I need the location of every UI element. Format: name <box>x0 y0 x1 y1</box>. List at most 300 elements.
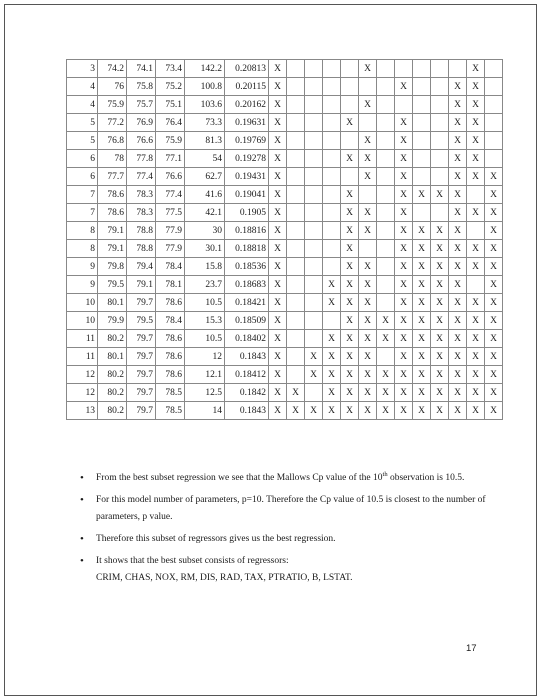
regressor-cell <box>413 168 431 186</box>
regressor-cell: X <box>485 276 503 294</box>
regressor-cell: X <box>269 348 287 366</box>
regressor-cell: X <box>449 96 467 114</box>
regressor-cell <box>485 78 503 96</box>
regressor-cell: X <box>431 276 449 294</box>
table-cell: 78.1 <box>156 276 185 294</box>
regressor-cell <box>287 60 305 78</box>
table-cell: 13 <box>67 402 98 420</box>
regressor-cell <box>287 240 305 258</box>
regressor-cell: X <box>341 114 359 132</box>
bullet-parameters: • For this model number of parameters, p=10. Therefore the Cp value of 10.5 is closest to the number of parameters, p value. <box>80 492 490 526</box>
table-cell: 79.7 <box>127 402 156 420</box>
regressor-cell <box>287 348 305 366</box>
regressor-cell <box>287 150 305 168</box>
regressor-cell: X <box>395 312 413 330</box>
regressor-cell: X <box>377 402 395 420</box>
regressor-cell: X <box>467 60 485 78</box>
regressor-cell: X <box>449 114 467 132</box>
table-cell: 77.4 <box>156 186 185 204</box>
table-cell: 0.1905 <box>225 204 269 222</box>
regressor-cell: X <box>341 294 359 312</box>
table-cell: 79.5 <box>98 276 127 294</box>
table-row <box>67 294 503 312</box>
regressor-cell: X <box>341 276 359 294</box>
regressor-cell: X <box>431 222 449 240</box>
regressor-cell: X <box>269 330 287 348</box>
table-cell: 8 <box>67 240 98 258</box>
table-cell: 74.1 <box>127 60 156 78</box>
regressor-cell: X <box>341 204 359 222</box>
regressor-cell: X <box>305 366 323 384</box>
regressor-cell: X <box>341 384 359 402</box>
table-cell: 5 <box>67 132 98 150</box>
regressor-cell <box>359 240 377 258</box>
page-number: 17 <box>466 643 477 654</box>
regressor-cell: X <box>359 348 377 366</box>
table-cell: 0.18683 <box>225 276 269 294</box>
regressor-cell: X <box>413 240 431 258</box>
regressor-cell: X <box>467 78 485 96</box>
regressor-cell: X <box>377 312 395 330</box>
table-cell: 80.2 <box>98 366 127 384</box>
regressor-cell: X <box>431 186 449 204</box>
regressor-cell <box>341 168 359 186</box>
regressor-cell <box>287 132 305 150</box>
table-cell: 62.7 <box>185 168 225 186</box>
regressor-cell: X <box>485 294 503 312</box>
table-cell: 9 <box>67 276 98 294</box>
regressor-cell: X <box>395 258 413 276</box>
table-cell: 80.2 <box>98 330 127 348</box>
table-cell: 77.4 <box>127 168 156 186</box>
table-cell: 0.18509 <box>225 312 269 330</box>
table-row <box>67 312 503 330</box>
regressor-cell: X <box>359 312 377 330</box>
table-cell: 76.4 <box>156 114 185 132</box>
regressor-cell: X <box>341 150 359 168</box>
regressor-cell: X <box>467 96 485 114</box>
regressor-cell: X <box>323 294 341 312</box>
regressor-cell <box>431 132 449 150</box>
regressor-cell <box>431 96 449 114</box>
regressor-cell: X <box>341 186 359 204</box>
regressor-cell <box>323 60 341 78</box>
regressor-cell: X <box>413 402 431 420</box>
regressor-cell: X <box>431 348 449 366</box>
regressor-cell: X <box>449 402 467 420</box>
regressor-cell: X <box>413 366 431 384</box>
regressor-cell <box>323 312 341 330</box>
regressor-cell: X <box>485 384 503 402</box>
regressor-cell <box>377 294 395 312</box>
regressor-cell: X <box>341 222 359 240</box>
regressor-cell: X <box>431 294 449 312</box>
table-cell: 0.19631 <box>225 114 269 132</box>
table-cell: 78.3 <box>127 186 156 204</box>
regressor-cell <box>359 78 377 96</box>
regressor-cell: X <box>341 366 359 384</box>
table-cell: 0.20162 <box>225 96 269 114</box>
regressor-cell: X <box>395 222 413 240</box>
table-row <box>67 366 503 384</box>
table-cell: 10.5 <box>185 294 225 312</box>
table-cell: 75.9 <box>98 96 127 114</box>
regressor-cell: X <box>413 384 431 402</box>
regressor-cell <box>377 60 395 78</box>
bullet-best-regression: • Therefore this subset of regressors gives us the best regression. <box>80 531 490 548</box>
regressor-cell: X <box>413 312 431 330</box>
regressor-cell <box>431 204 449 222</box>
regressor-cell: X <box>395 402 413 420</box>
table-row <box>67 222 503 240</box>
table-cell: 79.1 <box>127 276 156 294</box>
table-cell: 3 <box>67 60 98 78</box>
table-cell: 0.20115 <box>225 78 269 96</box>
regressor-cell <box>413 60 431 78</box>
table-cell: 78.6 <box>156 348 185 366</box>
regressor-cell: X <box>269 96 287 114</box>
regressor-cell <box>467 222 485 240</box>
regressor-cell <box>305 312 323 330</box>
table-cell: 9 <box>67 258 98 276</box>
regressor-cell <box>305 168 323 186</box>
regressor-cell: X <box>359 168 377 186</box>
regressor-cell: X <box>269 276 287 294</box>
regressor-cell <box>305 294 323 312</box>
regressor-cell: X <box>467 240 485 258</box>
regressor-cell: X <box>323 330 341 348</box>
table-row <box>67 168 503 186</box>
regressor-cell <box>323 204 341 222</box>
table-cell: 79.7 <box>127 294 156 312</box>
bullet-mallows-cp: • From the best subset regression we see that the Mallows Cp value of the 10th observation is 10.5. <box>80 470 490 487</box>
regressor-cell <box>305 222 323 240</box>
table-cell: 80.2 <box>98 402 127 420</box>
table-cell: 73.3 <box>185 114 225 132</box>
regressor-cell: X <box>467 258 485 276</box>
regressor-cell: X <box>395 114 413 132</box>
regressor-cell <box>377 168 395 186</box>
table-cell: 79.8 <box>98 258 127 276</box>
regressor-cell <box>341 60 359 78</box>
regressor-cell <box>287 366 305 384</box>
regressor-cell: X <box>431 330 449 348</box>
regressor-cell <box>287 186 305 204</box>
regressor-cell <box>485 150 503 168</box>
regressor-cell <box>377 96 395 114</box>
regressor-cell <box>323 96 341 114</box>
regressor-cell <box>287 204 305 222</box>
table-cell: 0.18402 <box>225 330 269 348</box>
regressor-cell <box>377 240 395 258</box>
regressor-cell: X <box>341 312 359 330</box>
regressor-cell <box>377 204 395 222</box>
table-row <box>67 150 503 168</box>
regressor-cell: X <box>449 186 467 204</box>
regressor-cell: X <box>305 402 323 420</box>
table-cell: 78.5 <box>156 402 185 420</box>
regressor-cell <box>305 204 323 222</box>
regressor-cell <box>323 240 341 258</box>
regressor-cell <box>341 78 359 96</box>
table-cell: 77.1 <box>156 150 185 168</box>
table-cell: 80.1 <box>98 294 127 312</box>
regressor-cell <box>287 312 305 330</box>
regressor-cell: X <box>359 384 377 402</box>
regressor-cell <box>395 96 413 114</box>
regressor-cell: X <box>395 240 413 258</box>
regressor-cell <box>305 78 323 96</box>
table-row <box>67 402 503 420</box>
regressor-cell <box>287 258 305 276</box>
regressor-cell: X <box>485 258 503 276</box>
regressor-cell <box>377 222 395 240</box>
table-row <box>67 240 503 258</box>
table-cell: 30.1 <box>185 240 225 258</box>
regressor-cell <box>341 132 359 150</box>
regressor-cell <box>485 114 503 132</box>
table-cell: 76.8 <box>98 132 127 150</box>
regressor-cell: X <box>359 132 377 150</box>
regressor-cell: X <box>485 168 503 186</box>
regressor-cell: X <box>413 222 431 240</box>
table-cell: 41.6 <box>185 186 225 204</box>
regressor-cell <box>413 132 431 150</box>
table-cell: 78.6 <box>98 204 127 222</box>
regressor-cell: X <box>395 348 413 366</box>
table-body <box>67 60 503 420</box>
regressor-cell: X <box>341 348 359 366</box>
table-cell: 77.2 <box>98 114 127 132</box>
table-cell: 42.1 <box>185 204 225 222</box>
regressor-cell: X <box>467 384 485 402</box>
regressor-cell: X <box>413 258 431 276</box>
regressor-cell: X <box>413 330 431 348</box>
regressor-cell: X <box>467 168 485 186</box>
regressor-cell: X <box>395 168 413 186</box>
table-cell: 11 <box>67 348 98 366</box>
regressor-cell <box>431 114 449 132</box>
regressor-cell: X <box>431 402 449 420</box>
regressor-cell <box>413 114 431 132</box>
regressor-cell: X <box>485 348 503 366</box>
regressor-cell: X <box>449 78 467 96</box>
regressor-cell: X <box>323 276 341 294</box>
table-cell: 0.19041 <box>225 186 269 204</box>
regressor-cell: X <box>449 240 467 258</box>
regressor-cell: X <box>431 312 449 330</box>
table-cell: 79.7 <box>127 366 156 384</box>
table-cell: 0.18536 <box>225 258 269 276</box>
table-cell: 80.2 <box>98 384 127 402</box>
regressor-cell: X <box>449 276 467 294</box>
table-cell: 10.5 <box>185 330 225 348</box>
regressor-cell <box>305 150 323 168</box>
table-cell: 76 <box>98 78 127 96</box>
table-cell: 10 <box>67 294 98 312</box>
table-cell: 78.4 <box>156 258 185 276</box>
regressor-cell: X <box>287 402 305 420</box>
regressor-cell: X <box>449 366 467 384</box>
regressor-cell: X <box>467 150 485 168</box>
table-cell: 14 <box>185 402 225 420</box>
regressor-cell: X <box>485 186 503 204</box>
regressor-cell: X <box>449 258 467 276</box>
findings-list <box>80 470 490 592</box>
regressor-cell <box>413 150 431 168</box>
regressor-cell: X <box>359 330 377 348</box>
regressor-cell <box>485 60 503 78</box>
table-cell: 30 <box>185 222 225 240</box>
regressor-cell: X <box>269 294 287 312</box>
table-cell: 0.19769 <box>225 132 269 150</box>
regressor-cell <box>431 78 449 96</box>
regressor-cell <box>485 132 503 150</box>
regressor-cell: X <box>449 168 467 186</box>
regressor-cell: X <box>449 150 467 168</box>
table-cell: 79.1 <box>98 240 127 258</box>
table-cell: 100.8 <box>185 78 225 96</box>
regressor-cell: X <box>359 222 377 240</box>
regressor-cell: X <box>467 132 485 150</box>
regressor-cell: X <box>431 240 449 258</box>
table-cell: 6 <box>67 168 98 186</box>
regressor-cell: X <box>341 402 359 420</box>
table-cell: 0.18421 <box>225 294 269 312</box>
table-cell: 12 <box>185 348 225 366</box>
regressor-cell: X <box>485 402 503 420</box>
regressor-cell: X <box>395 204 413 222</box>
regressor-cell: X <box>359 294 377 312</box>
regressor-cell: X <box>269 132 287 150</box>
table-cell: 77.5 <box>156 204 185 222</box>
table-cell: 76.6 <box>127 132 156 150</box>
table-row <box>67 384 503 402</box>
regressor-cell: X <box>269 186 287 204</box>
regressor-cell: X <box>449 348 467 366</box>
table-cell: 79.1 <box>98 222 127 240</box>
table-cell: 142.2 <box>185 60 225 78</box>
table-cell: 8 <box>67 222 98 240</box>
regressor-cell: X <box>341 330 359 348</box>
table-cell: 78.3 <box>127 204 156 222</box>
regressor-cell: X <box>467 312 485 330</box>
regressor-cell <box>323 150 341 168</box>
regressor-cell: X <box>431 258 449 276</box>
table-cell: 78.8 <box>127 222 156 240</box>
regressor-cell: X <box>449 294 467 312</box>
table-cell: 75.1 <box>156 96 185 114</box>
table-cell: 10 <box>67 312 98 330</box>
regressor-cell: X <box>449 330 467 348</box>
table-cell: 78.8 <box>127 240 156 258</box>
regressor-cell: X <box>467 402 485 420</box>
table-row <box>67 330 503 348</box>
table-row <box>67 276 503 294</box>
table-cell: 6 <box>67 150 98 168</box>
regressor-cell: X <box>269 78 287 96</box>
table-cell: 15.3 <box>185 312 225 330</box>
table-cell: 0.1842 <box>225 384 269 402</box>
regressor-cell <box>323 222 341 240</box>
regressor-cell <box>287 78 305 96</box>
regressor-cell: X <box>269 240 287 258</box>
table-row <box>67 186 503 204</box>
regressor-cell: X <box>269 60 287 78</box>
table-cell: 75.8 <box>127 78 156 96</box>
table-cell: 0.20813 <box>225 60 269 78</box>
regressor-cell <box>287 168 305 186</box>
table-cell: 0.18412 <box>225 366 269 384</box>
regressor-cell <box>305 96 323 114</box>
table-cell: 79.7 <box>127 330 156 348</box>
regressor-cell: X <box>359 276 377 294</box>
regressor-cell <box>287 330 305 348</box>
table-cell: 79.7 <box>127 348 156 366</box>
table-cell: 15.8 <box>185 258 225 276</box>
table-cell: 79.4 <box>127 258 156 276</box>
regressor-cell: X <box>341 258 359 276</box>
regressor-cell <box>377 348 395 366</box>
regressor-cell: X <box>395 186 413 204</box>
regressor-cell <box>305 276 323 294</box>
regressor-cell <box>323 168 341 186</box>
table-cell: 77.9 <box>156 240 185 258</box>
regressor-cell: X <box>359 366 377 384</box>
regressor-cell <box>305 186 323 204</box>
table-cell: 79.9 <box>98 312 127 330</box>
table-cell: 12.1 <box>185 366 225 384</box>
regressor-cell: X <box>269 402 287 420</box>
regressor-cell <box>305 330 323 348</box>
regressor-cell <box>431 168 449 186</box>
table-cell: 78.6 <box>156 366 185 384</box>
table-cell: 77.7 <box>98 168 127 186</box>
regressor-cell: X <box>359 402 377 420</box>
table-row <box>67 348 503 366</box>
table-cell: 0.19431 <box>225 168 269 186</box>
regressor-cell: X <box>449 204 467 222</box>
regressor-cell <box>323 114 341 132</box>
regressor-cell <box>431 150 449 168</box>
regressor-cell: X <box>467 294 485 312</box>
regressor-cell: X <box>395 276 413 294</box>
table-cell: 12.5 <box>185 384 225 402</box>
regressor-cell <box>287 114 305 132</box>
regressor-cell <box>287 222 305 240</box>
table-row <box>67 78 503 96</box>
regressor-cell: X <box>467 366 485 384</box>
regressor-cell: X <box>269 150 287 168</box>
regressor-cell <box>431 60 449 78</box>
table-cell: 79.7 <box>127 384 156 402</box>
regressor-cell <box>305 384 323 402</box>
regressor-list: CRIM, CHAS, NOX, RM, DIS, RAD, TAX, PTRATIO, B, LSTAT. <box>96 573 353 583</box>
table-cell: 76.6 <box>156 168 185 186</box>
regressor-cell <box>359 186 377 204</box>
regressor-cell <box>377 186 395 204</box>
table-cell: 78.5 <box>156 384 185 402</box>
regressor-cell <box>323 78 341 96</box>
regressor-cell <box>305 114 323 132</box>
regressor-cell <box>287 294 305 312</box>
regressor-cell <box>305 132 323 150</box>
table-cell: 4 <box>67 96 98 114</box>
table-cell: 77.9 <box>156 222 185 240</box>
regressor-cell <box>323 132 341 150</box>
table-cell: 78.4 <box>156 312 185 330</box>
regressor-cell <box>359 114 377 132</box>
